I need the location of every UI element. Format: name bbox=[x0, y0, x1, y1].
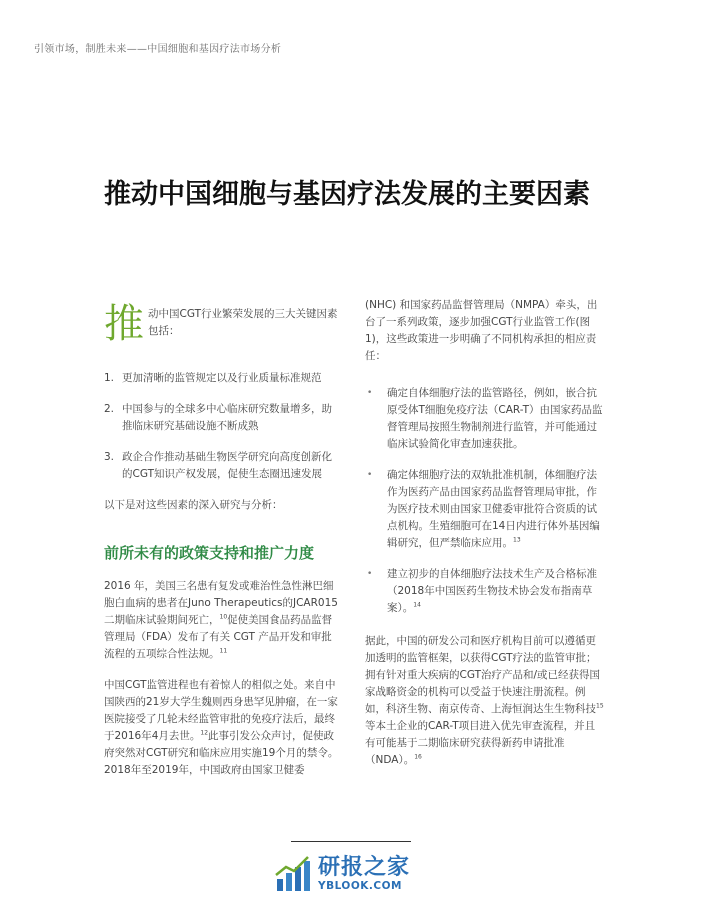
right-column bbox=[365, 297, 605, 769]
footnote-ref[interactable]: 13 bbox=[513, 536, 521, 544]
paragraph-text: 等本土企业的CAR-T项目进入优先审查流程，并且有可能基于二期临床研究获得新药申请批准（NDA）。 bbox=[365, 720, 596, 766]
paragraph-text: 此事引发公众声讨，促使政府突然对CGT研究和临床应用实施19个月的禁令。2018年至2019年，中国政府由国家卫健委 bbox=[104, 730, 339, 776]
paragraph-text: 据此，中国的研发公司和医疗机构目前可以遵循更加透明的监管框架，以获得CGT疗法的监管审批；拥有针对重大疾病的CGT治疗产品和/或已经获得国家战略资金的机构可以受益于快速注册流程。例如，科济生物、南京传奇、上海恒润达生生物科技 bbox=[365, 635, 601, 715]
responsibility-list bbox=[365, 385, 605, 617]
intro-block bbox=[104, 301, 340, 358]
watermark-logo bbox=[274, 855, 410, 893]
factor-number: 2. bbox=[104, 403, 115, 415]
logo-text bbox=[318, 856, 410, 892]
factor-text: 中国参与的全球多中心临床研究数量增多，助推临床研究基础设施不断成熟 bbox=[122, 403, 332, 432]
factor-item bbox=[104, 449, 340, 483]
footnote-ref[interactable]: 12 bbox=[200, 729, 209, 737]
logo-chinese-name: 研报之家 bbox=[318, 855, 411, 880]
factor-item bbox=[104, 370, 340, 387]
paragraph-continued: (NHC) 和国家药品监督管理局（NMPA）牵头，出台了一系列政策，逐步加强CGT行业监管工作(图1)，这些政策进一步明确了不同机构承担的相应责任： bbox=[365, 299, 598, 362]
paragraph-china-regulation bbox=[104, 677, 340, 779]
drop-cap: 推 bbox=[104, 301, 144, 347]
bullet-icon: • bbox=[367, 569, 373, 579]
page-title: 推动中国细胞与基因疗法发展的主要因素 bbox=[104, 179, 590, 210]
left-column bbox=[104, 301, 340, 779]
factor-list bbox=[104, 370, 340, 483]
factor-number: 1. bbox=[104, 372, 115, 384]
chart-logo-icon bbox=[274, 855, 312, 893]
paragraph-text: 促使美国食品药品监督管理局（FDA）发布了有关 CGT 产品开发和审批流程的五项综合性法规。 bbox=[104, 614, 333, 660]
footer-divider bbox=[291, 841, 411, 842]
factor-text: 更加清晰的监管规定以及行业质量标准规范 bbox=[122, 372, 322, 384]
paragraph-text: 2016 年，美国三名患有复发或难治性急性淋巴细胞白血病的患者在Juno Therapeutics的JCAR015二期临床试验期间死亡， bbox=[104, 580, 338, 626]
footnote-ref[interactable]: 14 bbox=[413, 601, 421, 609]
section-subheading: 前所未有的政策支持和推广力度 bbox=[104, 544, 315, 562]
logo-domain: YBLOOK.COM bbox=[318, 880, 402, 892]
list-item bbox=[365, 467, 605, 552]
bullet-icon: • bbox=[367, 470, 373, 480]
paragraph-conclusion bbox=[365, 633, 605, 769]
followup-text: 以下是对这些因素的深入研究与分析： bbox=[104, 499, 283, 511]
list-item-text: 建立初步的自体细胞疗法技术生产及合格标准（2018年中国医药生物技术协会发布指南草案）。 bbox=[387, 568, 597, 614]
paragraph-text: 中国CGT监管进程也有着惊人的相似之处。来自中国陕西的21岁大学生魏则西身患罕见肿瘤，在一家医院接受了几轮未经监管审批的免疫疗法后，最终于2016年4月去世。 bbox=[104, 679, 338, 742]
paragraph-2016 bbox=[104, 578, 340, 663]
intro-text: 动中国CGT行业繁荣发展的三大关键因素包括： bbox=[148, 308, 338, 337]
factor-item bbox=[104, 401, 340, 435]
footnote-ref[interactable]: 16 bbox=[414, 753, 422, 761]
footnote-ref[interactable]: 11 bbox=[219, 647, 228, 655]
factor-number: 3. bbox=[104, 451, 115, 463]
running-header: 引领市场，制胜未来——中国细胞和基因疗法市场分析 bbox=[34, 44, 282, 55]
footnote-ref[interactable]: 15 bbox=[596, 702, 604, 710]
bullet-icon: • bbox=[367, 388, 373, 398]
list-item-text: 确定自体细胞疗法的监管路径，例如，嵌合抗原受体T细胞免疫疗法（CAR-T）由国家药品监督管理局按照生物制剂进行监管，并可能通过临床试验简化审查加速获批。 bbox=[387, 387, 603, 450]
list-item-text: 确定体细胞疗法的双轨批准机制，体细胞疗法作为医药产品由国家药品监督管理局审批，作为医疗技术则由国家卫健委审批符合资质的试点机构。生殖细胞可在14日内进行体外基因编辑研究，但严禁临床应用。 bbox=[387, 469, 600, 549]
footnote-ref[interactable]: 10 bbox=[219, 613, 228, 621]
list-item bbox=[365, 566, 605, 617]
factor-text: 政企合作推动基础生物医学研究向高度创新化的CGT知识产权发展，促使生态圈迅速发展 bbox=[122, 451, 332, 480]
list-item bbox=[365, 385, 605, 453]
